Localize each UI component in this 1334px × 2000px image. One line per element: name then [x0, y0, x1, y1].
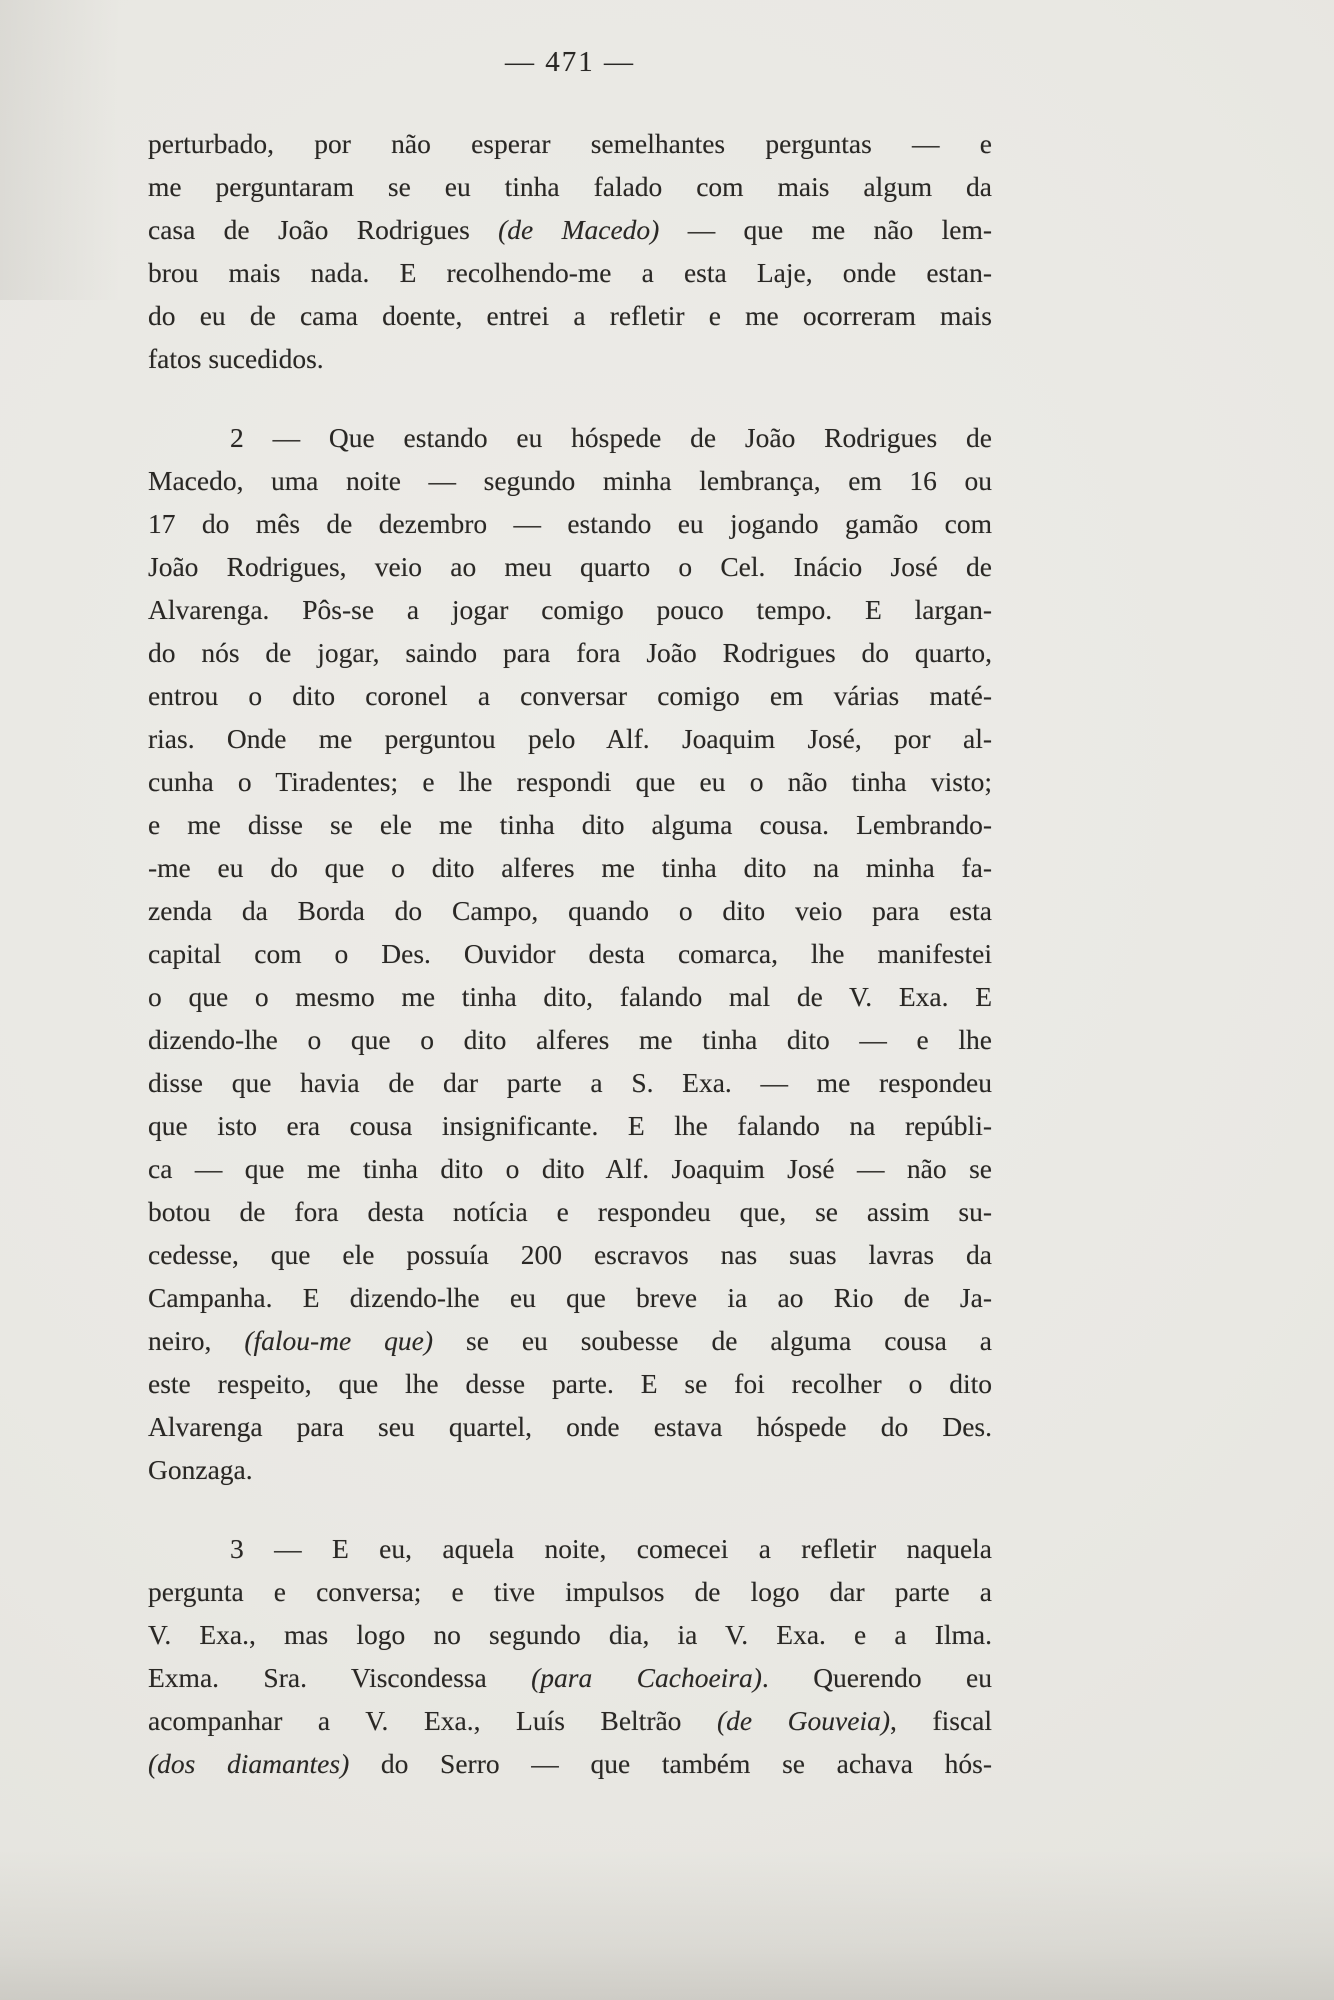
italic-text-run: (de Gouveia): [717, 1705, 890, 1736]
text-run: brou mais nada. E recolhendo-me a esta Laje, onde estan-: [148, 257, 992, 288]
text-line: [148, 1742, 992, 1785]
text-line: [148, 294, 992, 337]
text-run: cedesse, que ele possuía 200 escravos nas suas lavras da: [148, 1239, 992, 1270]
text-line: [148, 459, 992, 502]
text-line: [148, 337, 992, 380]
scan-shading-bottom: [0, 1850, 1334, 2000]
text-run: Campanha. E dizendo-lhe eu que breve ia ao Rio de Ja-: [148, 1282, 992, 1313]
text-line: [148, 1699, 992, 1742]
paragraph: [148, 122, 992, 380]
text-run: ca — que me tinha dito o dito Alf. Joaquim José — não se: [148, 1153, 992, 1184]
text-line: [148, 1190, 992, 1233]
text-line: [148, 631, 992, 674]
italic-text-run: (dos diamantes): [148, 1748, 350, 1779]
text-run: fatos sucedidos.: [148, 343, 324, 374]
text-line: [148, 1104, 992, 1147]
text-line: [148, 717, 992, 760]
page-number: — 471 —: [505, 46, 635, 78]
text-line: [148, 932, 992, 975]
text-block: [148, 122, 992, 1785]
scan-shading-top-left: [0, 0, 120, 300]
text-run: entrou o dito coronel a conversar comigo em várias maté-: [148, 680, 992, 711]
text-run: neiro,: [148, 1325, 245, 1356]
text-line: [148, 502, 992, 545]
text-line: [148, 208, 992, 251]
text-run: dizendo-lhe o que o dito alferes me tinha dito — e lhe: [148, 1024, 992, 1055]
text-line: [148, 1147, 992, 1190]
text-run: capital com o Des. Ouvidor desta comarca, lhe manifestei: [148, 938, 992, 969]
text-run: Alvarenga. Pôs-se a jogar comigo pouco tempo. E largan-: [148, 594, 992, 625]
text-line: [148, 545, 992, 588]
text-column: [148, 42, 992, 1785]
text-run: 2 — Que estando eu hóspede de João Rodrigues de: [230, 422, 992, 453]
text-run: 17 do mês de dezembro — estando eu jogando gamão com: [148, 508, 992, 539]
italic-text-run: (falou-me que): [244, 1325, 434, 1356]
text-run: botou de fora desta notícia e respondeu que, se assim su-: [148, 1196, 992, 1227]
text-run: este respeito, que lhe desse parte. E se foi recolher o dito: [148, 1368, 992, 1399]
italic-text-run: (de Macedo): [498, 214, 660, 245]
text-line: [148, 1405, 992, 1448]
text-line: [148, 1276, 992, 1319]
text-line: [148, 1613, 992, 1656]
text-line: [148, 889, 992, 932]
text-run: casa de João Rodrigues: [148, 214, 499, 245]
text-line: [148, 416, 992, 459]
text-line: [148, 588, 992, 631]
text-run: . Querendo eu: [761, 1662, 992, 1693]
text-run: e me disse se ele me tinha dito alguma cousa. Lembrando-: [148, 809, 992, 840]
text-line: [148, 1656, 992, 1699]
text-line: [148, 165, 992, 208]
text-run: disse que havia de dar parte a S. Exa. — me respondeu: [148, 1067, 992, 1098]
text-run: Gonzaga.: [148, 1454, 253, 1485]
text-run: do eu de cama doente, entrei a refletir e me ocorreram mais: [148, 300, 992, 331]
text-run: -me eu do que o dito alferes me tinha dito na minha fa-: [148, 852, 992, 883]
text-line: [148, 975, 992, 1018]
text-line: [148, 674, 992, 717]
text-run: Alvarenga para seu quartel, onde estava hóspede do Des.: [148, 1411, 992, 1442]
text-run: que isto era cousa insignificante. E lhe falando na repúbli-: [148, 1110, 992, 1141]
text-line: [148, 1319, 992, 1362]
text-line: [148, 251, 992, 294]
text-run: do Serro — que também se achava hós-: [349, 1748, 992, 1779]
text-run: se eu soubesse de alguma cousa a: [433, 1325, 992, 1356]
text-run: cunha o Tiradentes; e lhe respondi que eu o não tinha visto;: [148, 766, 992, 797]
text-line: [148, 1018, 992, 1061]
text-run: rias. Onde me perguntou pelo Alf. Joaquim José, por al-: [148, 723, 992, 754]
text-run: — que me não lem-: [659, 214, 993, 245]
text-run: o que o mesmo me tinha dito, falando mal de V. Exa. E: [148, 981, 992, 1012]
text-run: acompanhar a V. Exa., Luís Beltrão: [148, 1705, 717, 1736]
text-run: Exma. Sra. Viscondessa: [148, 1662, 532, 1693]
text-line: [148, 1448, 992, 1491]
text-run: João Rodrigues, veio ao meu quarto o Cel. Inácio José de: [148, 551, 992, 582]
text-line: [148, 846, 992, 889]
text-line: [148, 1570, 992, 1613]
text-line: [148, 122, 992, 165]
text-run: zenda da Borda do Campo, quando o dito veio para esta: [148, 895, 992, 926]
text-line: [148, 760, 992, 803]
paragraph: [148, 416, 992, 1491]
text-run: Macedo, uma noite — segundo minha lembrança, em 16 ou: [148, 465, 992, 496]
text-run: V. Exa., mas logo no segundo dia, ia V. Exa. e a Ilma.: [148, 1619, 992, 1650]
text-run: perturbado, por não esperar semelhantes perguntas — e: [148, 128, 992, 159]
text-line: [148, 803, 992, 846]
text-run: , fiscal: [890, 1705, 992, 1736]
text-run: me perguntaram se eu tinha falado com mais algum da: [148, 171, 992, 202]
text-line: [148, 1362, 992, 1405]
text-run: pergunta e conversa; e tive impulsos de logo dar parte a: [148, 1576, 992, 1607]
text-run: 3 — E eu, aquela noite, comecei a refletir naquela: [230, 1533, 992, 1564]
text-line: [148, 1233, 992, 1276]
text-run: do nós de jogar, saindo para fora João Rodrigues do quarto,: [148, 637, 992, 668]
italic-text-run: (para Cachoeira): [531, 1662, 762, 1693]
text-line: [148, 1527, 992, 1570]
text-line: [148, 1061, 992, 1104]
paragraph: [148, 1527, 992, 1785]
